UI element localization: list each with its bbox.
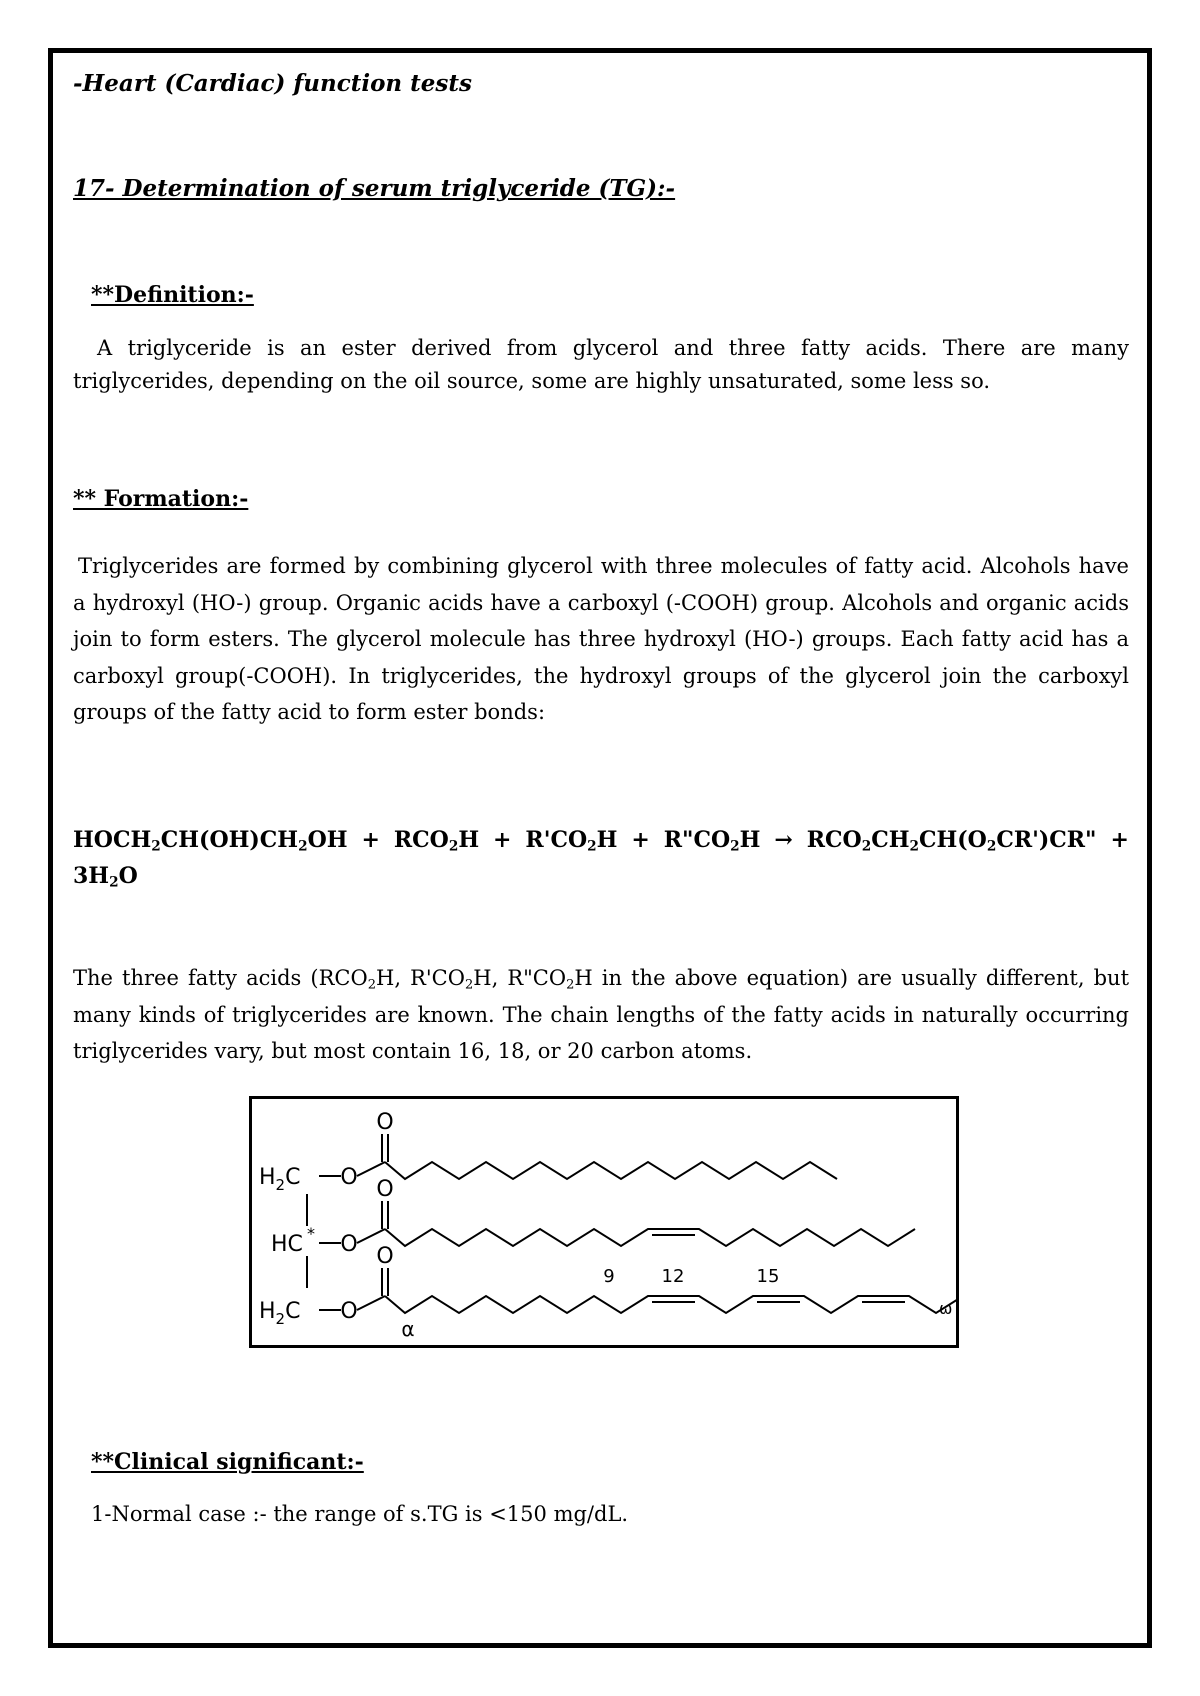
- alpha-label: α: [401, 1317, 415, 1341]
- normal-case-text: 1-Normal case :- the range of s.TG is <150 mg/dL.: [91, 1502, 629, 1526]
- omega-label: ω: [939, 1299, 953, 1318]
- triglyceride-equation: $HOCH_2CH(OH)CH_2OH + RCO_2H + R'CO_2H$ + $R"CO_2H \to RCO_2CH_2CH(O_2CR')CR$" + $3H_2O$: [73, 827, 1129, 891]
- water-formula: $3H_2O$: [73, 863, 138, 891]
- double-bond-position-label: 12: [661, 1266, 685, 1287]
- acid3-formula: $R"CO_2H$: [663, 827, 761, 855]
- carbonyl-oxygen-label: O: [376, 1177, 394, 1202]
- chiral-star: *: [307, 1224, 315, 1243]
- definition-heading: **Definition:-: [91, 282, 254, 308]
- ester-oxygen-label: O: [340, 1232, 358, 1257]
- reaction-arrow: →: [774, 827, 793, 853]
- ester-oxygen-label: O: [340, 1165, 358, 1190]
- h2c-label-top: $H_2C$: [259, 1165, 301, 1194]
- hc-label: HC: [271, 1232, 303, 1257]
- test-title: 17- Determination of serum triglyceride (TG):-: [73, 175, 676, 202]
- explanation-text: The three fatty acids ($RCO_2H$, $R'CO_2H$, $R"CO_2H$ in the above equation) are usually different, but many kinds of triglycerides are known. The chain lengths of the fatty acids in naturally occurring triglycerides vary, but most contain 16, 18, or 20 carbon atoms.: [73, 966, 1130, 1063]
- definition-text: A triglyceride is an ester derived from glycerol and three fatty acids. There are many triglycerides, depending on the oil source, some are highly unsaturated, some less so.: [73, 336, 1129, 393]
- triglyceride-structure-diagram: [249, 1096, 959, 1348]
- double-bond-position-label: 15: [756, 1266, 780, 1287]
- carbonyl-oxygen-label: O: [376, 1110, 394, 1135]
- carbonyl-oxygen-label: O: [376, 1244, 394, 1269]
- formation-heading: ** Formation:-: [73, 486, 249, 512]
- double-bond-position-label: 9: [603, 1266, 615, 1287]
- acid1-formula: $RCO_2H$: [393, 827, 480, 855]
- department-heading: -Heart (Cardiac) function tests: [73, 70, 472, 97]
- clinical-heading: **Clinical significant:-: [91, 1449, 364, 1475]
- formation-text: Triglycerides are formed by combining glycerol with three molecules of fatty acid. Alcohols have a hydroxyl (HO-) group. Organic acids have a carboxyl (-COOH) group. Alcohols and organic acids join to form esters. The glycerol molecule has three hydroxyl (HO-) groups. Each fatty acid has a carboxyl group(-COOH). In triglycerides, the hydroxyl groups of the glycerol join the carboxyl groups of the fatty acid to form ester bonds:: [73, 554, 1129, 724]
- product-formula: $RCO_2CH_2CH(O_2CR')CR$": [806, 827, 1097, 855]
- ester-oxygen-label: O: [340, 1299, 358, 1324]
- glycerol-formula: $HOCH_2CH(OH)CH_2OH$: [73, 827, 348, 855]
- h2c-label-bottom: $H_2C$: [259, 1299, 301, 1328]
- acid2-formula: $R'CO_2H$: [525, 827, 618, 855]
